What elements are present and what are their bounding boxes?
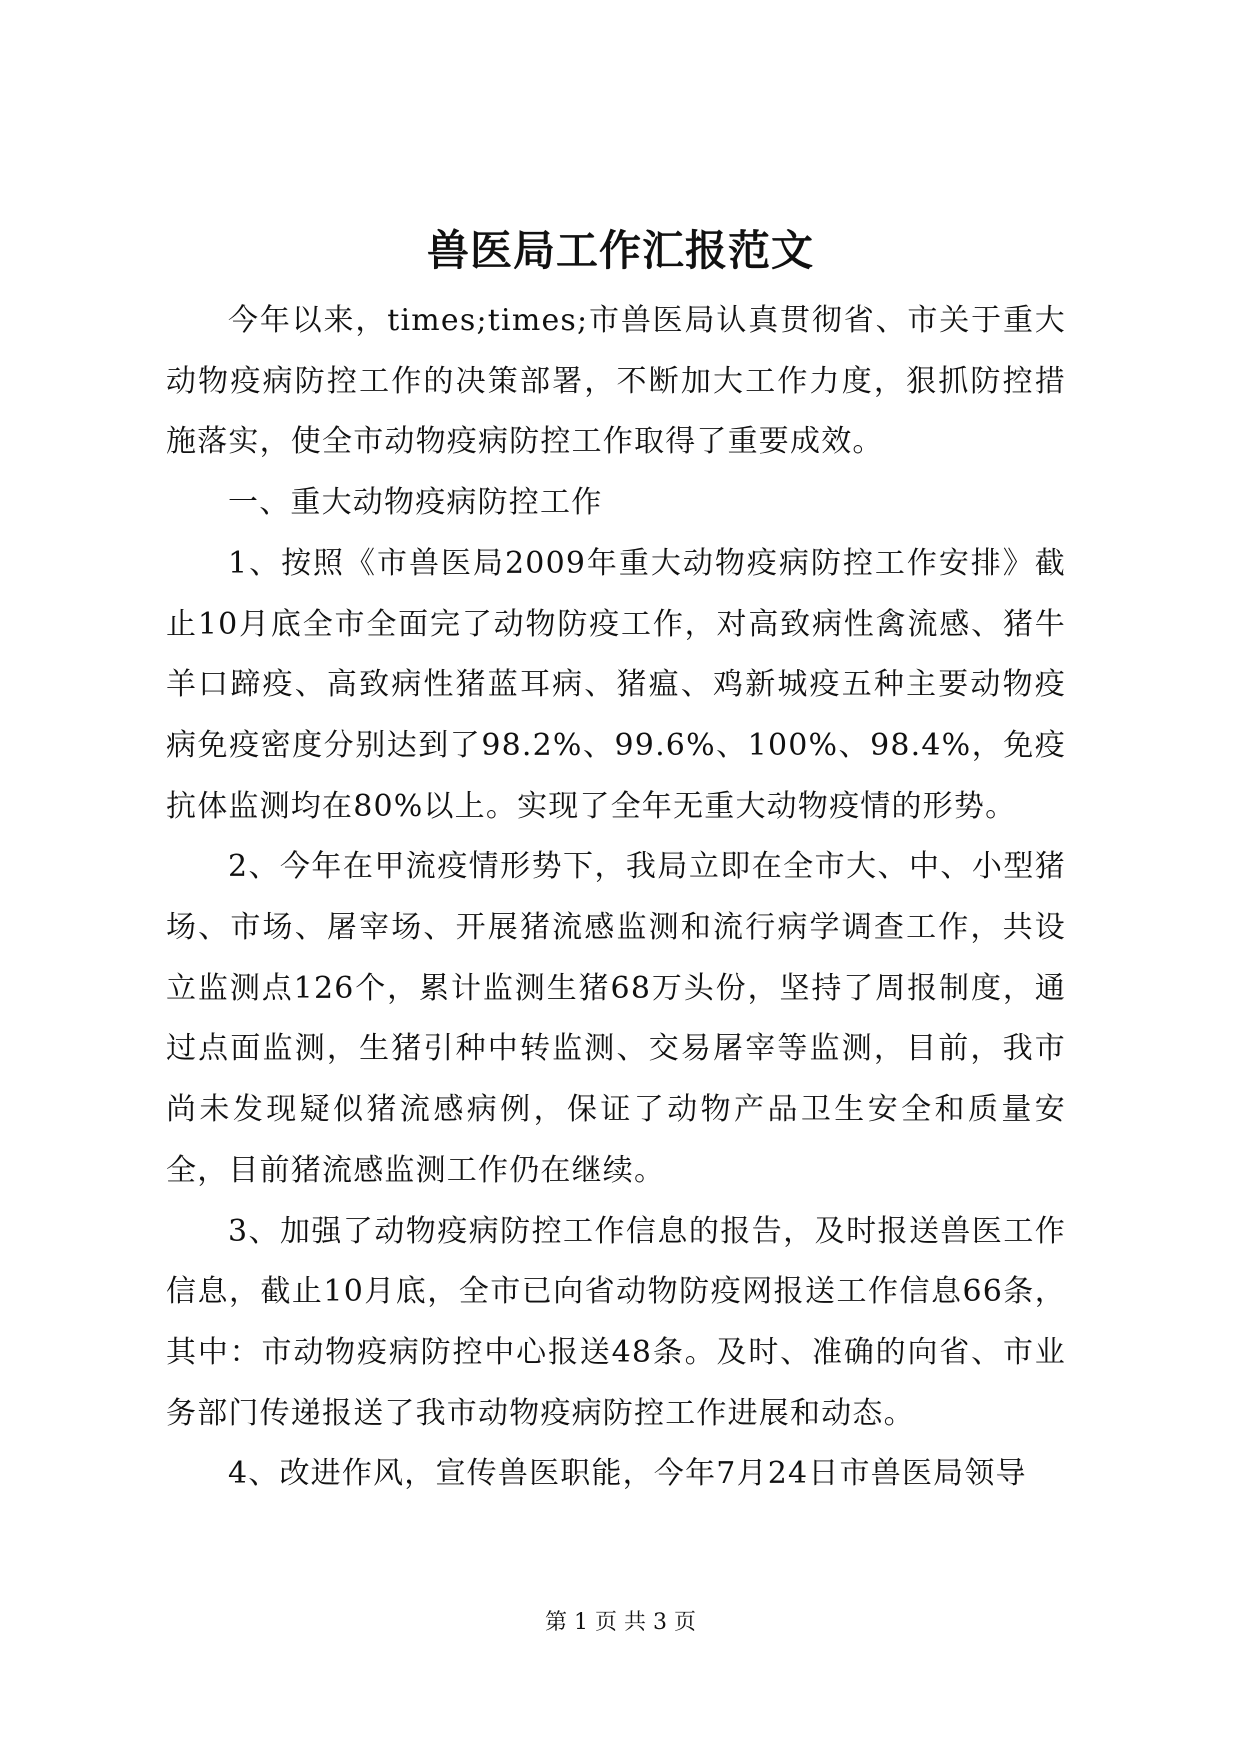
paragraph-item-4: 4、改进作风，宣传兽医职能，今年7月24日市兽医局领导 [228, 1456, 1027, 1492]
paragraph-item-1: 1、按照《市兽医局2009年重大动物疫病防控工作安排》截止10月底全市全面完了动物防疫工作，对高致病性禽流感、猪牛羊口蹄疫、高致病性猪蓝耳病、猪瘟、鸡新城疫五种主要动物疫病免疫密度分别达到了98.2%、99.6%、100%、98.4%，免疫抗体监测均在80%以上。实现了全年无重大动物疫情的形势。 [166, 545, 1066, 824]
paragraph-item-2: 2、今年在甲流疫情形势下，我局立即在全市大、中、小型猪场、市场、屠宰场、开展猪流感监测和流行病学调查工作，共设立监测点126个，累计监测生猪68万头份，坚持了周报制度，通过点面监测，生猪引种中转监测、交易屠宰等监测，目前，我市尚未发现疑似猪流感病例，保证了动物产品卫生安全和质量安全，目前猪流感监测工作仍在继续。 [166, 849, 1066, 1188]
section-heading: 一、重大动物疫病防控工作 [228, 485, 603, 521]
document-title: 兽医局工作汇报范文 [426, 226, 814, 275]
paragraph-item-3: 3、加强了动物疫病防控工作信息的报告，及时报送兽医工作信息，截止10月底，全市已向省动物防疫网报送工作信息66条，其中：市动物疫病防控中心报送48条。及时、准确的向省、市业务部门传递报送了我市动物疫病防控工作进展和动态。 [166, 1213, 1066, 1431]
page-number-footer: 第 1 页 共 3 页 [545, 1610, 696, 1635]
document-body [166, 291, 1066, 1505]
paragraph-intro: 今年以来，times;times;市兽医局认真贯彻省、市关于重大动物疫病防控工作的决策部署，不断加大工作力度，狠抓防控措施落实，使全市动物疫病防控工作取得了重要成效。 [166, 303, 1066, 460]
